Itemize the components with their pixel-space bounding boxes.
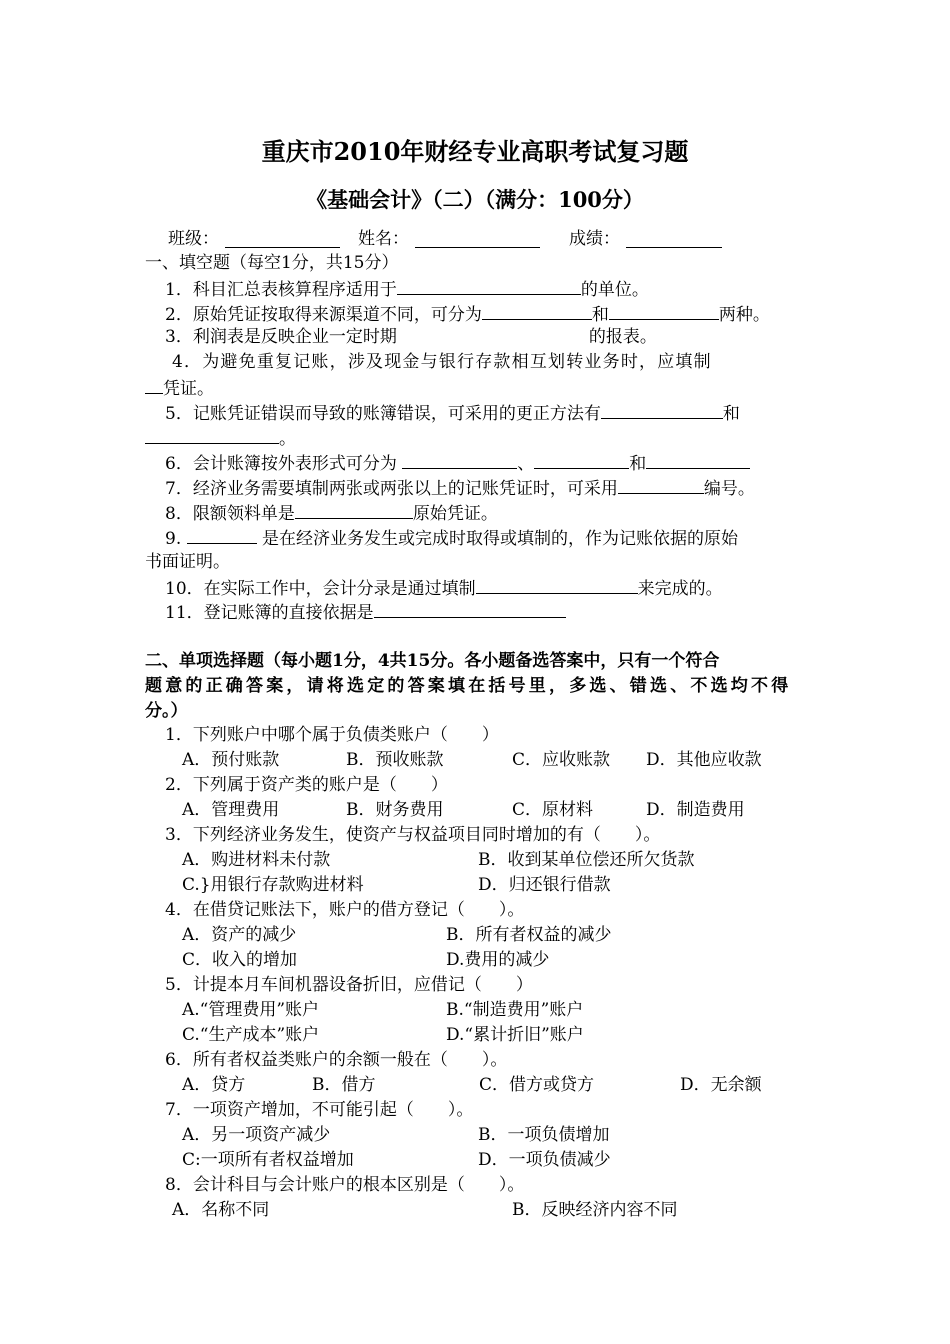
- choice-question-1-stem: 1．下列账户中哪个属于负债类账户（ ）: [165, 725, 499, 745]
- choice-1-option-a: A．预付账款: [182, 750, 280, 770]
- q10-text-end: 来完成的。: [637, 579, 723, 599]
- choice-question-6-stem: 6．所有者权益类账户的余额一般在（ ）。: [165, 1050, 508, 1070]
- choice-question-2-stem: 2．下列属于资产类的账户是（ ）: [165, 775, 448, 795]
- fill-question-1: [165, 277, 649, 301]
- choice-4-option-b: B．所有者权益的减少: [446, 925, 612, 945]
- fill-question-5: [165, 401, 740, 425]
- q2-text: 2．原始凭证按取得来源渠道不同，可分为: [165, 305, 482, 325]
- answer-blank: [482, 302, 592, 320]
- name-blank: [415, 230, 540, 248]
- choice-7-option-a: A．另一项资产减少: [182, 1125, 331, 1145]
- answer-blank: [145, 376, 163, 394]
- q6-text: 6．会计账簿按外表形式可分为: [165, 454, 397, 474]
- fill-question-9-cont: 书面证明。: [145, 552, 230, 572]
- q5-text-mid: 和: [722, 404, 740, 424]
- choice-8-option-b: B．反映经济内容不同: [512, 1200, 678, 1220]
- choice-2-option-c: C．原材料: [512, 800, 594, 820]
- answer-blank: [295, 501, 413, 519]
- choice-3-option-b: B．收到某单位偿还所欠货款: [478, 850, 695, 870]
- section1-heading: 一、填空题（每空1分，共15分）: [145, 253, 399, 273]
- q1-text: 1．科目汇总表核算程序适用于: [165, 280, 397, 300]
- class-blank: [225, 230, 340, 248]
- fill-question-6: [165, 451, 750, 475]
- fill-question-9: [165, 526, 738, 550]
- q2-text-end: 两种。: [718, 305, 770, 325]
- answer-blank: [187, 526, 257, 544]
- name-field-label: 姓名：: [358, 229, 409, 249]
- choice-1-option-b: B．预收账款: [346, 750, 444, 770]
- answer-blank: [374, 600, 566, 618]
- choice-2-option-d: D．制造费用: [646, 800, 745, 820]
- q8-text: 8．限额领料单是: [165, 504, 295, 524]
- answer-blank: [646, 451, 750, 469]
- answer-blank: [145, 426, 279, 444]
- q9-num: 9.: [165, 529, 182, 549]
- choice-5-option-d: D.“累计折旧”账户: [446, 1025, 584, 1045]
- choice-6-option-c: C．借方或贷方: [479, 1075, 595, 1095]
- fill-question-8: [165, 501, 498, 525]
- exam-subtitle: 《基础会计》（二）（满分：100分）: [306, 187, 644, 212]
- q5-text: 5．记账凭证错误而导致的账簿错误，可采用的更正方法有: [165, 404, 601, 424]
- choice-1-option-c: C．应收账款: [512, 750, 611, 770]
- q6-text-mid2: 和: [629, 454, 647, 474]
- fill-question-4-cont: [145, 376, 214, 400]
- choice-7-option-c: C:一项所有者权益增加: [182, 1150, 354, 1170]
- choice-3-option-a: A．购进材料未付款: [182, 850, 331, 870]
- choice-6-option-b: B．借方: [312, 1075, 376, 1095]
- q9-text: 是在经济业务发生或完成时取得或填制的，作为记账依据的原始: [262, 529, 739, 549]
- choice-3-option-c: C.}用银行存款购进材料: [182, 875, 364, 895]
- choice-7-option-d: D．一项负债减少: [478, 1150, 611, 1170]
- q7-text: 7．经济业务需要填制两张或两张以上的记账凭证时，可采用: [165, 479, 618, 499]
- choice-5-option-a: A.“管理费用”账户: [182, 1000, 320, 1020]
- choice-3-option-d: D．归还银行借款: [478, 875, 611, 895]
- choice-question-5-stem: 5．计提本月车间机器设备折旧，应借记（ ）: [165, 975, 533, 995]
- choice-4-option-d: D.费用的减少: [446, 950, 550, 970]
- q7-text-end: 编号。: [703, 479, 755, 499]
- answer-blank: [618, 476, 704, 494]
- q3-text: 3．利润表是反映企业一定时期: [165, 327, 397, 347]
- fill-question-5-cont: [145, 426, 296, 450]
- q5-text-end: 。: [279, 429, 296, 449]
- choice-question-4-stem: 4．在借贷记账法下，账户的借方登记（ ）。: [165, 900, 525, 920]
- choice-2-option-a: A．管理费用: [182, 800, 280, 820]
- choice-7-option-b: B．一项负债增加: [478, 1125, 610, 1145]
- choice-6-option-d: D．无余额: [680, 1075, 762, 1095]
- exam-title: 重庆市2010年财经专业高职考试复习题: [261, 137, 689, 166]
- q8-text-end: 原始凭证。: [412, 504, 498, 524]
- fill-question-11: [165, 600, 566, 624]
- q1-text-end: 的单位。: [580, 280, 649, 300]
- score-field-label: 成绩：: [569, 229, 620, 249]
- q6-text-mid: 、: [517, 454, 535, 474]
- q11-text: 11．登记账簿的直接依据是: [165, 603, 374, 623]
- answer-blank: [609, 302, 719, 320]
- choice-4-option-a: A．资产的减少: [182, 925, 297, 945]
- answer-blank: [402, 451, 517, 469]
- choice-question-3-stem: 3．下列经济业务发生，使资产与权益项目同时增加的有（ ）。: [165, 825, 661, 845]
- fill-question-3: [165, 326, 657, 348]
- q2-text-mid: 和: [591, 305, 609, 325]
- q3-text-end: 的报表。: [588, 327, 657, 347]
- section2-heading-line3: 分。）: [145, 701, 188, 721]
- section2-heading-line2: 题意的正确答案，请将选定的答案填在括号里，多选、错选、不选均不得: [145, 676, 792, 696]
- section2-heading-line1: 二、单项选择题（每小题1分，4共15分。各小题备选答案中，只有一个符合: [145, 651, 720, 671]
- fill-question-4: 4．为避免重复记账，涉及现金与银行存款相互划转业务时，应填制: [172, 352, 712, 372]
- choice-6-option-a: A．贷方: [182, 1075, 246, 1095]
- choice-5-option-c: C.“生产成本”账户: [182, 1025, 320, 1045]
- choice-8-option-a: A．名称不同: [172, 1200, 270, 1220]
- q10-text: 10．在实际工作中，会计分录是通过填制: [165, 579, 476, 599]
- answer-blank: [534, 451, 629, 469]
- fill-question-2: [165, 302, 770, 326]
- choice-question-7-stem: 7．一项资产增加，不可能引起（ ）。: [165, 1100, 474, 1120]
- q4-text-end: 凭证。: [163, 379, 214, 399]
- choice-2-option-b: B．财务费用: [346, 800, 444, 820]
- fill-question-10: [165, 576, 723, 600]
- fill-question-7: [165, 476, 755, 500]
- answer-blank: [476, 576, 638, 594]
- choice-5-option-b: B.“制造费用”账户: [446, 1000, 584, 1020]
- choice-question-8-stem: 8．会计科目与会计账户的根本区别是（ ）。: [165, 1175, 525, 1195]
- choice-1-option-d: D．其他应收款: [646, 750, 762, 770]
- answer-blank: [397, 277, 581, 295]
- score-blank: [626, 230, 722, 248]
- class-field-label: 班级：: [168, 229, 219, 249]
- answer-blank: [601, 401, 723, 419]
- choice-4-option-c: C．收入的增加: [182, 950, 298, 970]
